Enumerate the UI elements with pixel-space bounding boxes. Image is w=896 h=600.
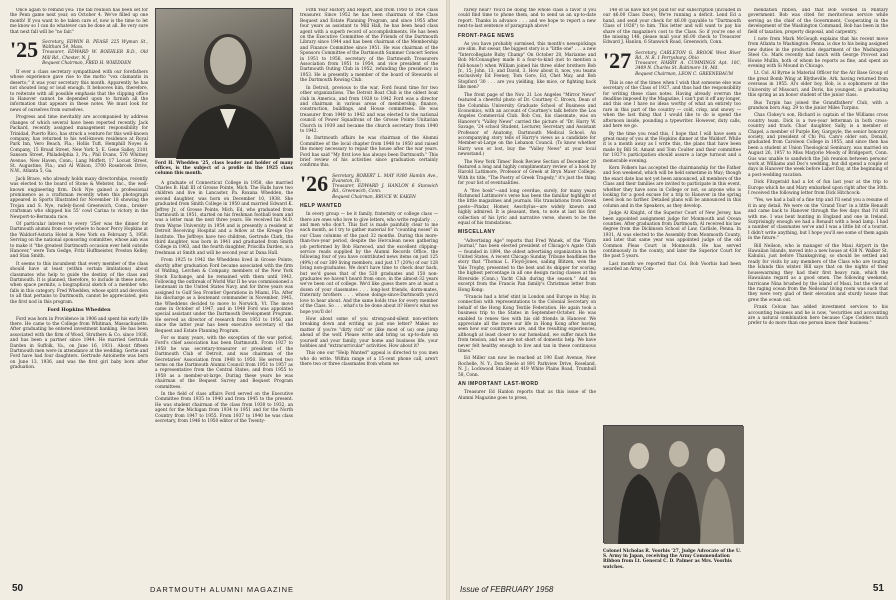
body-paragraph: mendation ribbon, and that Bob worked in Military government. Bob was cited for meritorious service while serving as the chief of the Government, Cooperating in the development of the Washington Command, Bob has been in the field of taxation, property disposal, and carpentry. [748, 8, 888, 35]
body-paragraph: Last month we reported that Col. Bob Voorhis had been awarded an Army Com- [603, 261, 741, 273]
class-secretary: Secretary, EDWIN B. PEASE 225 Wyman St., Waltham 54, Mass. [42, 40, 148, 51]
body-paragraph: Bus Turpin has joined the Grandfathers' Club, with a grandson born Aug. 29 to the junior Miles Turpins. [748, 100, 888, 111]
class-secretary: Secretary, ROBERT L. MAY 9300 Hamlin Ave., Evanston, Ill. [332, 173, 438, 184]
body-paragraph: rarely hear? You'd be doing the whole class a favor if you could find time to phone them, and to send us an up-to-date report. Thanks in advance . . . and we hope to report a new next-to-last sentence of paragraph above! [458, 8, 596, 30]
body-paragraph: A graduate of Connecticut College in 1958, she married Charles B. Hall III of Grosse Pointe, Mich. The Halls have two children and live in Lancaster, Pa. Roxana Whedden, the second daughter, was born on December 10, 1938. She graduated from Smith College in 1950 and married Edward K. Jeffrey Jr., of Grosse Pointe, Mich. Ed, who graduated from Dartmouth in 1951, started on his freshman football team and was a letter man the next three years. He received his M.D. from Wayne University in 1954 and is presently a resident at Detroit Receiving Hospital and a fellow at the Kresge Eye Institute. The Jeffreys have two children, Gertrude Clark, the third daughter, was born in 1941 and graduated from Smith College in 1963, and the fourth daughter, Priscilla Darden, is a freshman at Smith and will be second year at Dana Hall. [155, 180, 293, 256]
body-paragraph: Kern Folkers has accepted the chairmanship for the Father and Son weekend, which will be held sometime in May; though the exact date has not yet been announced, all members of the Class and their families are invited to participate in this event, whether they have sons in College or not, so anyone who is looking for a good excuse for a trip to Hanover in the spring need look no farther. Detailed plans will be announced in this column and in the Speakers, as they develop. [603, 165, 741, 209]
section-heading: HELP WANTED [300, 202, 342, 209]
body-paragraph: Bill Neilson, who is manager of the Maui Airport in the Hawaiian Islands, moved into a new house at 438 N. Walker St. Kahului, just before Thanksgiving, so should be settled and ready for visits by any members of the Class who are touring the Islands this winter. Bill says that on the nights of their housewarming they had their first heavy rain, which the Hawaiians regard as a good omen. The following weekend, hurricane Nina brushed by the island of Maui, but the view of the raging ocean from the Neilsons' living room was such that they were very glad of their elevation and sturdy house that grew the ocean out. [748, 243, 888, 303]
body-paragraph: Frank Celcan has added investment services to his accounting business and he is now, "securities and accounting are a natural combination here because Cape Codders much prefer to do more than one person know their business." [748, 305, 888, 327]
right-page [450, 0, 896, 600]
class-1925-header [10, 37, 148, 66]
right-column-1 [458, 8, 596, 580]
body-paragraph: How about some of you strong-and-silent non-writers breaking down and writing us just one letter? Makes no matter if you're "dirty rich" or (like most of us) one jump ahead of the wolf. Please write and bring us up-to-date on yourself and your family, your home and business life, your hobbies and "extracurricular" activities. How about it? [300, 316, 438, 349]
ceremony-photo [603, 425, 743, 543]
section-heading: AN IMPORTANT LAST-WORD [458, 381, 539, 387]
body-paragraph: If ever a class secretary sympathized with our forefathers whose experience gave rise to the motto "vox clamantis in deserto," it was your secretary this month. Apparently he has not shouted long or loud enough. It behooves him, therefore, to reiterate with all possible emphasis that the clipping office in Hanover cannot be depended upon to furnish all the information that appears in these notes. We must look for news of ourselves from ourselves. [10, 70, 148, 113]
class-treasurer: Treasurer, EDWARD W. BOEHLER R.D., Old Mill Rd., Chester, N. J. [42, 50, 148, 61]
left-page [0, 0, 446, 600]
body-paragraph: Ford was born in Providence in 1906 and spent his early life there. He came to the College from Whitman, Massachusetts. After graduating he entered investment banking. He has been associated with the firm of Wood, Struthers & Co. since 1936, and has been a partner since 1944. He married Gertrude Darden in Suffolk, Va., on June 16, 1931. About fifteen Dartmouth men were in attendance at the wedding. Gertie and Ford have had four daughters. Gertrude Antoinette was born on June 13, 1936, and was the first girl baby born after graduation. [10, 316, 148, 371]
body-paragraph: Progress and time inevitably are accompanied by address changes of which several have been reported recently. Jack Packard, recently assigned management responsibility for Trinidad, Puerto Rico, has struck a venture for this well-known company, has returned to his well-known residence at Royal Park Inn, Vero Beach, Fla.; Hollis Tuft, Hemphill Noyes & Company, 15 Broad Street, New York 5; E. Gene Salley, 2101 Sansom Street, Philadelphia 3, Pa.; Phil Evans, 576 Whitney Avenue, New Haven, Conn.; Lang Moffett, 17 Locust Street, St. Augustine, Fla.; and Al Wilson, 3700 Rosebrook Drive, N.W., Atlanta 5, Ga. [10, 115, 148, 175]
class-number: '26 [300, 170, 329, 196]
body-paragraph: In the field of class affairs Ford served on the Executive Committee from 1935 to 1940 and from 1945 to the present. He was student chairman of the class from 1930 to 1932, an agent for the Michigan from 1934 to 1951 and for the North Country from 1947 to 1955. From 1937 to 1940 he was class secretary, from 1946 to 1950 editor of the Twenty- [155, 392, 293, 425]
photo-caption: Ford H. Whedden '25, class leader and holder of many offices, is the subject of a profile in the 1925 class column this month. [155, 161, 293, 177]
right-folio: 51 [872, 583, 884, 594]
ceremony-caption: Colonel Nicholas R. Voorhis '27, Judge Advocate of the U. S. Army in Japan, receiving the Army Commendation Ribbon from Lt. General C. D. Palmer as Mrs. Voorhis watches. [603, 549, 741, 570]
body-paragraph: "Francis had a brief stint in London and Europe in May, in connection with representations to the Colonial Secretary on behalf of the Hong Kong Textile Federation. He again took a business trip to the States in September-October. He was enabled to renew ties with his old friends in Hanover. We appreciate all the more our life in Hong Kong after having seen how our countrymen are, and the resulting experiences, although at least closer to our homeland, we suffer much the from tension, and we are not short of domestic help. We have never felt healthy enough to live and tan in these continuous times." [458, 294, 596, 354]
body-paragraph: From 1925 to 1942 the Wheddens lived in Grosse Pointe, shortly after graduation Ford became associated with the firm of Watling, Lerchen & Company, members of the New York Stock Exchange, and he remained with them until 1942. Following the outbreak of World War II he was commissioned a lieutenant in the United States Navy, and for three years was assigned to Gulf Sea Frontier Operations in Miami, Fla. After his discharge as a lieutenant commander in November, 1945, the Wheddens decided to move to Norwich, Vt. The move came in October of 1947, and in 1948 Ford was appointed special assistant under the Dartmouth Development Program. He served as director of research from 1951 to 1956, and since the latter year has been executive secretary of the Bequest and Estate Planning Program. [155, 258, 293, 334]
body-paragraph: Dick Fitzgerald had a lot of fun last year at the trip to Europe which he and Mary embarked upon right after the 30th. I received the following letter from Dick Hitchcock: [748, 180, 888, 196]
class-1927-header [603, 47, 741, 77]
body-paragraph: In every group — be it family, fraternity or college class — there are ones who love to give letters, who write regularly . . . and men who don't. This fact is made painfully clear to me each month, as I try to gather material for "counting noses" in our Class columns of the past 32 months. During this more-than-two-year period, despite the Herculean news gathering job performed by Bob Harwood, and the excellent clipping-service reads supplied by the Alumni Records Office, the following four of you have contributed news items on just 125 (49%) of our 389 living members, and just 17 (20%) of our 128 living non-graduates. We don't have time to check dear back, but we'd guess that of the 520 graduates and 150 non-graduates we haven't heard from once, in the almost-32 years we've been out of college. We'd like guess there are at least a dozen of your classmates . . . long-lost friends, dorm-mates, fraternity brothers . . . whose doings-since-Dartmouth you'd love to hear about. And the same holds true for every member of the Class. So . . . what's to be done about it? Here's what we hope you'll do! [300, 212, 438, 315]
class-agent: Bequest Chairman, FRED H. WHEDDEN [42, 60, 132, 66]
body-paragraph: 148 of us have not yet paid for our subscription (included in our $6.00 Class Dues), We're running a deficit. Lend Ed a hand, and send your check for $6.00 (payable to "Dartmouth Class of 1926") to him. This letter and will want to pay his share of the magazine's cost to the Class. So if you're one of the missing 148, please mail your $6.00 check to Treasurer Edward J. Hanlon, 6 Stanwich Road, Greenwich, Conn. [603, 8, 741, 46]
body-paragraph: In Dartmouth affairs he was chairman of the Alumni Committee of the local chapter from 1948 to 1950 and raised the money necessary to repair the house after the war years. Ford has said "My first love has always been Dartmouth." This brief review of his activities since graduation certainly confirms this. [300, 136, 438, 169]
body-paragraph: This one our "Help Wanted" appeal is directed to you men who do write. Within range of a 15-cent phone call, aren't there two or three classmates from whom we [300, 351, 438, 368]
left-column-1 [10, 8, 148, 580]
body-paragraph: Lt. Col. Al Byrne is Material Officer for the Air Base Group of the great Bomb Wing at Blytheville, Ark. having returned from overseas in 1955. Al's older boy, Bob, is a sophomore at the University of Missouri, and Doris, his youngest, is graduating this spring as an honor student of the junior class. [748, 71, 888, 99]
left-column-3 [300, 8, 438, 580]
section-heading: MISCELLANY [458, 229, 496, 236]
class-secretary: Secretary, CARLETON G. BROOK West River Rd., N. R. 1 Perrysburg, Ohio [635, 50, 741, 62]
class-treasurer: Treasurer, HARRY A. CUMMINGS Apt. 10C, 3409 N. Charles St. Baltimore 18, Md. [635, 61, 741, 72]
body-paragraph: "Yes, we had a ball of a fine trip and I'll send you a resume of it in any detail. We were on the 'Grand Tour' in a little Renault and came back to Hanover through the few days that I'd still with me. I was bent hunting in England and one in Ireland. Surprisingly enough we had a Renault with a head lamp. I had a number of classmates we've and I was a little bit of a tourist. I didn't write anything, but I hope you'll see some of them again in the future." [748, 198, 888, 242]
body-paragraph: It seems to this incumbent that every member of the class should have at least (within certain limitations) about classmates who help to guide the destiny of the class and Dartmouth. It is planned, therefore, to include in these notes, when space permits, a biographical sketch of a member who falls in this category. Fred Whedden, whose spirit and devotion to all that pertains to Dartmouth, cannot be appreciated, gets the first nod in this program. [10, 261, 148, 305]
right-column-3 [748, 8, 888, 580]
body-paragraph: A "five book"—and long overdue, surely, for many years Richmond Lattimore's verse has been the familiar highlight of the little magazines and journals. His translations from Greek poets—Pindar, Homer, Aeschylus—are widely known and highly admired. It is pleasant, then, to note at last his first collection of his lyric and narrative verse, shown to be the equal of his translations. [458, 188, 596, 227]
body-paragraph: I note from Mark McGough explains that his recent move from Atlanta to Washington. Penna. is due to his being assigned new duties in the production department of the Washington Steel Co. Mark recently had lunch with George Provost and Howie Mullin, both of whom he reports as fine, and spent an evening with Si Mound in Chicago. [748, 37, 888, 70]
body-paragraph: Jack Brace, who already holds many directorships, recently was elected to the board of Stone & Webster, Inc., the well-known engineering firm. Dick Nye gained a professional prominence as a craftsman recently when this photograph appeared in Sports Illustrated for November 18 showing the Trojan and S. Nye, rudely-faced Greenwich, Conn., broker-craftsman who shipped his 55' cowl Carina to victory in the Newport-to-Bermuda race. [10, 176, 148, 220]
body-paragraph: As you have probably surmised, this month's newspickings are slim. But swear, the biggest story is a "little one" . . . a new "Intercollegiate Ruby Champ" On October 28, Marianne and Bob McConaughey made it a four-to-kind (not to mention a full-house!) when William joined his three older brothers Bob Jr., 15; John, 13; and David, 3. How about it, now, you teams exclusively Ed Feeney, Tom Gore, Ed, Chet May, and Bob Stopford '30 . . . are you yielding, like mice, or fighting back like men? [458, 42, 596, 91]
class-agent: Bequest Chairman, LEON C. GREENEBAUM [635, 71, 733, 77]
class-number: '27 [603, 47, 632, 73]
body-paragraph: For so many years, with the exception of the war period, Ford's chief association has been Dartmouth. From 1927 to 1958 he was secretary-treasurer or president of the Dartmouth Club of Detroit, and was chairman of the Secretaries' Association from 1948 to 1950. He served two terms on the Dartmouth Alumni Council from 1951 to 1957 as a representative from the Central States, and from 1955 to 1958 as a member-at-large. During these years he was chairman of the Bequest Survey and Bequest Program committees. [155, 335, 293, 390]
ceremony-figures-icon [604, 426, 744, 544]
portrait-photo [155, 8, 293, 158]
body-paragraph: Of particular interest to every '25er was the dinner for Dartmouth alumni from everywhere to honor Percy Hopkins at the Waldorf-Astoria Hotel in New York on February 5, 1958. Serving on the national sponsoring committee, whose aim was to make it "the greatest Dartmouth occasion ever held outside Hanover," were Tom Gedge, Fritz Huffmeister, Preston Kelley, and Stan Smith. [10, 222, 148, 260]
issue-date: Issue of FEBRUARY 1958 [460, 585, 554, 594]
section-heading: FRONT-PAGE NEWS [458, 32, 515, 39]
magazine-title: DARTMOUTH ALUMNI MAGAZINE [150, 585, 295, 594]
body-paragraph: Ed Miller can now be reached at 190 East Avenue, New Rochelle, N. Y.; Don Steele at 891 Parkview Drive, Roseland, N. J.; Lockwood Stanley at 419 White Plains Road, Trumbull 58, Conn. [458, 356, 596, 378]
class-treasurer: Treasurer, EDWARD J. HANLON 6 Stanwich Rd., Greenwich, Conn. [332, 184, 438, 195]
body-paragraph: The front page of the Nov. 21 Los Angeles "Mirror News" featured a cheerful photo of Dr. Courtney C. Brown, Dean of the Columbia University Graduate School of Business and Economics, with an account of Courtney's talk before the Los Angeles Commercial Club. Bob Cox, his classmate, was on Hanover's "Valley News" carried the picture of "Dr. Harry W. Savage, '24 school Student, Lecturer, Secretary and Assistant Professor of Anatomy, Dartmouth Medical School. An accompanying story tells of Harry's views as a candidate for Member-at-Large on the Lebanon Council. (To know whether Harry won or lost, buy the "Valley News" at your local newsstand.) [458, 92, 596, 158]
intro-paragraph: Once again to remind you: The fall reunion has been set for the Penn game next year, on October 4. We've filled up one month! If you want to be taken care of, now is the time to let me know so I can do whatever can be done at all. Be very sure that next fall will be "no fair." [10, 8, 148, 35]
class-number: '25 [10, 37, 39, 63]
body-paragraph: This is one of the times when I wish that someone else was secretary of the Class of 1927, and thus had the responsibility for writing these class notes. Having already overrun the deadline imposed by the Magazine, I can't put it off any longer, and this one I have no ideas worthy of what an entirely too rare in this part of the country — cold, crisp, and snowy — when the last thing that I would like to do is spend the afternoon inside, pounding a typewriter. However, duty calls, and here we go. [603, 80, 741, 130]
body-paragraph: Treasurer Ed Hanlon reports that as this issue of the Alumni Magazine goes to press, [458, 390, 596, 401]
body-paragraph: In Detroit, previous to the war, Ford found time for two other organizations. The Detroit Boat Club is the oldest boat club in America, and from 1928 to 1942 Ford was a director and chairman in various areas of membership, finance, construction, buildings, and House committees. He was treasurer from 1940 to 1942 and was elected to the national council of Power Squadrons of the Grosse Pointe Unitarian Church in 1939 and became the church secretary from 1940 to 1942. [300, 85, 438, 134]
body-paragraph: Chas Clokey's son, Richard is captain of the Williams cross country team. Dick is a two-year letterman in both cross-country and track. Chas' daughter, Sally, is a member of Chapel, a member of Purple Key, Gargoyle, the senior honorary society, and president of Chi Psi. Cam's older son, Donald, graduated from Caroleon College in 1955, and since then has been a student at Union Theological Seminary, was married on August 26, 1957 to Miss Marjorie Moody of Bridgeport, Conn. Gus was unable to sandwich the Job reunion between persons' work at Williams and Doc's wedding, but did spend a couple of days in Hanover the week before Labor Day, at the beginning of a post-wedding vacation. [748, 113, 888, 178]
body-paragraph: Fifth Year History and Report, and from 1950 to 1954 class treasurer. Since 1952 he has been chairman of the Class Bequest and Estate Planning Program, and since 1955 after four years as assistant to Mill Hall, he has been head class agent with a superb record of accomplishments. He has been on the Executive Committee of the Friends of the Dartmouth Library since 1944 and has been chairman of the Membership and Finance Committee since 1951. He was chairman of the Sponsors Committee of the Dartmouth Summer Concert Series in 1951 to 1956, secretary of the Dartmouth Treasurers Association from 1951 to 1954, and vice president of the Dartmouth Outing Club in 1952, refunding the presidency in 1953. He is presently a member of the board of Stewards of the Dartmouth Rowing Club. [300, 8, 438, 84]
left-folio: 50 [12, 583, 24, 594]
left-column-2 [155, 8, 293, 580]
class-agent: Bequest Chairman, BRUCE W. EAKEN [332, 194, 416, 200]
body-paragraph: The New York Times' Book Review Section of December 29 featured a long and highly complimentary review of a book by Harold Lattimore, Professor of Greek at Bryn Mawr College. With its title, "The Poetry of Greek Tragedy," it's just the thing for your list of eventualities. [458, 159, 596, 187]
body-paragraph: "Advertising Age" reports that Fred Wanek, of the "Farm Journal," has been elected president of Chicago's Agate Club — founded in 1894, the oldest advertising organization in the United States. A recent Chicago Sunday Tribune headlines the story that "Thomas L. Floyd-Jones, sailing Blitzen, won the Yale Trophy, presented to the best and its skipper for scoring the highest percentage in all one design racing classes at the Riverside (Conn.) Yacht Club during the season." And on excerpt from the Francis Pan family's Christmas letter from Hong Kong: [458, 238, 596, 293]
body-paragraph: Judge Al Knight, of the Superior Court of New Jersey, has been appointed assignment judge for Monmouth and Ocean counties. After graduation from Dartmouth, Al received his law degree from the Dickinson School of Law, Carlisle, Penna. In 1931, Al was elected to the Assembly from Monmouth County, and later that same year was appointed judge of the old Common Pleas Court in Monmouth. He has served continuously in the county, and later the Superior Court for the past 5 years. [603, 211, 741, 260]
body-paragraph: By the time you read this, I hope that I will have seen a great many of you at the Hopkins dinner at the Waldorf. While it is a month away as I write this, the plans that have been made by Bill St. Amant and Tom Coulter and their committee for 1927's participation should assure a large turnout and a memorable evening. [603, 131, 741, 164]
class-1926-header [300, 170, 438, 200]
portrait-silhouette-icon [156, 9, 293, 159]
profile-title: Ford Hopkins Whedden [47, 307, 111, 314]
